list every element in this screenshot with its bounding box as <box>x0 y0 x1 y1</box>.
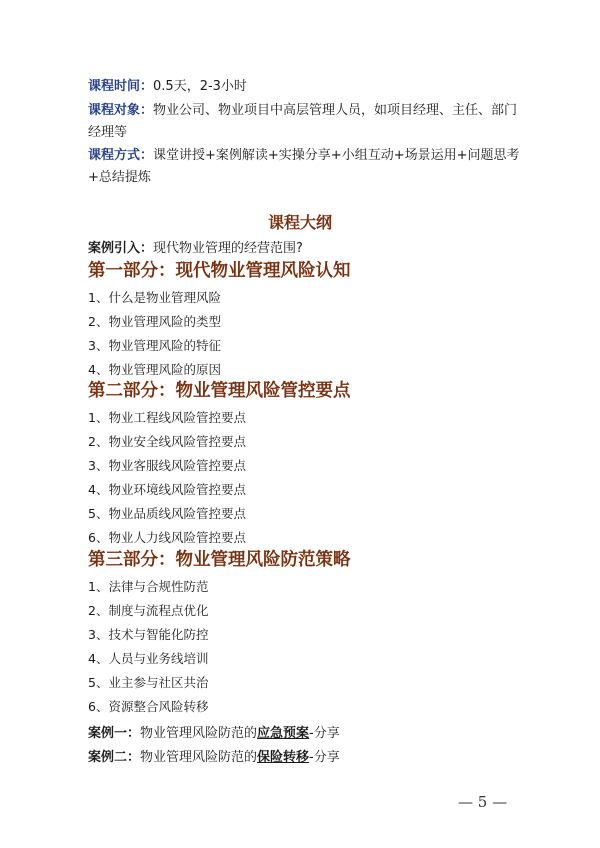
case-one-label: 案例一： <box>88 726 141 741</box>
course-time-label: 课程时间： <box>88 79 154 94</box>
part-1-item: 3、物业管理风险的特征 <box>88 338 221 353</box>
part-2-item: 4、物业环境线风险管控要点 <box>88 482 246 497</box>
part-3-item: 3、技术与智能化防控 <box>88 627 209 642</box>
case-one-prefix: 物业管理风险防范的 <box>140 726 258 741</box>
course-audience-value: 物业公司、物业项目中高层管理人员，如项目经理、主任、部门经理等 <box>88 103 518 140</box>
case-two-prefix: 物业管理风险防范的 <box>140 750 258 765</box>
part-1-item: 4、物业管理风险的原因 <box>88 362 221 377</box>
part-1-item: 1、什么是物业管理风险 <box>88 290 221 305</box>
part-2-item: 2、物业安全线风险管控要点 <box>88 434 246 449</box>
case-intro <box>88 237 303 256</box>
part-2-item: 5、物业品质线风险管控要点 <box>88 506 246 521</box>
part-3-item: 4、人员与业务线培训 <box>88 651 209 666</box>
case-one-suffix: -分享 <box>309 726 340 741</box>
course-method-value: 课堂讲授+案例解读+实操分享+小组互动+场景运用+问题思考+总结提炼 <box>88 148 520 185</box>
course-time-value: 0.5天，2-3小时 <box>153 79 247 94</box>
course-time <box>88 76 528 98</box>
case-intro-label: 案例引入： <box>88 241 154 256</box>
part-1-item: 2、物业管理风险的类型 <box>88 314 221 329</box>
part-2-heading: 第二部分：物业管理风险管控要点 <box>88 381 351 401</box>
part-1-heading: 第一部分：现代物业管理风险认知 <box>88 261 351 281</box>
part-3-item: 1、法律与合规性防范 <box>88 579 209 594</box>
course-method-label: 课程方式： <box>88 148 154 163</box>
part-2-item: 3、物业客服线风险管控要点 <box>88 458 246 473</box>
case-two-highlight: 保险转移 <box>257 750 310 765</box>
case-two <box>88 746 340 765</box>
part-3-item: 2、制度与流程点优化 <box>88 603 209 618</box>
part-2-item: 6、物业人力线风险管控要点 <box>88 530 246 545</box>
case-intro-text: 现代物业管理的经营范围? <box>153 241 303 256</box>
part-3-item: 6、资源整合风险转移 <box>88 699 209 714</box>
course-method <box>88 145 528 189</box>
course-audience-label: 课程对象： <box>88 103 154 118</box>
case-two-label: 案例二： <box>88 750 141 765</box>
part-3-item: 5、业主参与社区共治 <box>88 675 209 690</box>
part-3-heading: 第三部分：物业管理风险防范策略 <box>88 550 351 570</box>
page-number: — 5 — <box>458 793 508 811</box>
outline-title: 课程大纲 <box>267 213 332 232</box>
case-one <box>88 722 340 741</box>
case-one-highlight: 应急预案 <box>257 726 310 741</box>
case-two-suffix: -分享 <box>309 750 340 765</box>
course-audience <box>88 100 528 144</box>
part-2-item: 1、物业工程线风险管控要点 <box>88 410 246 425</box>
